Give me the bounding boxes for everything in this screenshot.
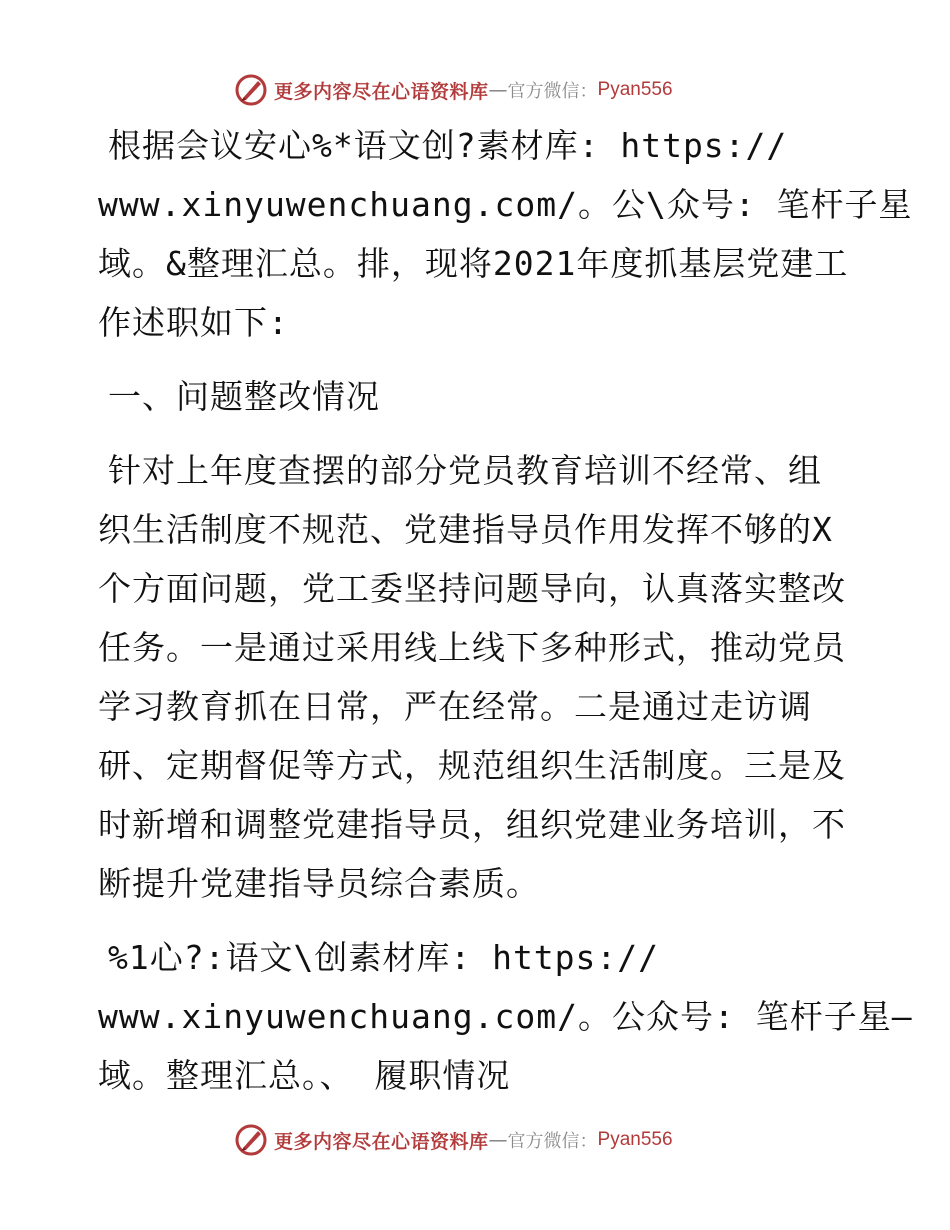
watermark-text: 更多内容尽在心语资料库 <box>274 80 489 103</box>
watermark-header <box>234 72 714 108</box>
watermark-footer <box>234 1122 714 1158</box>
watermark-contact-id: Pyan556 <box>597 79 673 100</box>
quill-circle-icon <box>234 1123 268 1157</box>
text-line: 学习教育抓在日常，严在经常。二是通过走访调 <box>98 687 812 726</box>
text-line: 时新增和调整党建指导员，组织党建业务培训，不 <box>98 805 846 844</box>
section-heading <box>98 367 858 426</box>
watermark-contact-label: 官方微信： <box>507 81 598 102</box>
text-line: 任务。一是通过采用线上线下多种形式，推动党员 <box>98 628 846 667</box>
text-line: %1心?:语文\创素材库: https:// <box>108 938 660 977</box>
text-line: www.xinyuwenchuang.com/。公\众号: 笔杆子星 <box>98 185 913 224</box>
paragraph-rectification <box>98 441 858 913</box>
text-line: 织生活制度不规范、党建指导员作用发挥不够的X <box>98 510 833 549</box>
text-line: www.xinyuwenchuang.com/。公众号: 笔杆子星— <box>98 997 913 1036</box>
quill-circle-icon <box>234 73 268 107</box>
watermark-contact-id: Pyan556 <box>597 1129 673 1150</box>
watermark-separator: — <box>488 1129 508 1151</box>
watermark-separator: — <box>488 79 508 101</box>
paragraph-intro <box>98 116 913 352</box>
text-line: 根据会议安心%*语文创?素材库: https:// <box>108 126 788 165</box>
text-line: 断提升党建指导员综合素质。 <box>98 864 540 903</box>
watermark-contact-label: 官方微信： <box>507 1131 598 1152</box>
text-line: 作述职如下: <box>98 303 289 342</box>
text-line: 个方面问题，党工委坚持问题导向，认真落实整改 <box>98 569 846 608</box>
text-line: 域。整理汇总。、 履职情况 <box>98 1056 511 1095</box>
document-body <box>98 116 913 1105</box>
paragraph-duty <box>98 928 913 1105</box>
watermark-text: 更多内容尽在心语资料库 <box>274 1130 489 1153</box>
text-line: 研、定期督促等方式，规范组织生活制度。三是及 <box>98 746 846 785</box>
heading-line: 一、问题整改情况 <box>108 377 380 416</box>
text-line: 针对上年度查摆的部分党员教育培训不经常、组 <box>108 451 822 490</box>
text-line: 域。&整理汇总。排，现将2021年度抓基层党建工 <box>98 244 849 283</box>
